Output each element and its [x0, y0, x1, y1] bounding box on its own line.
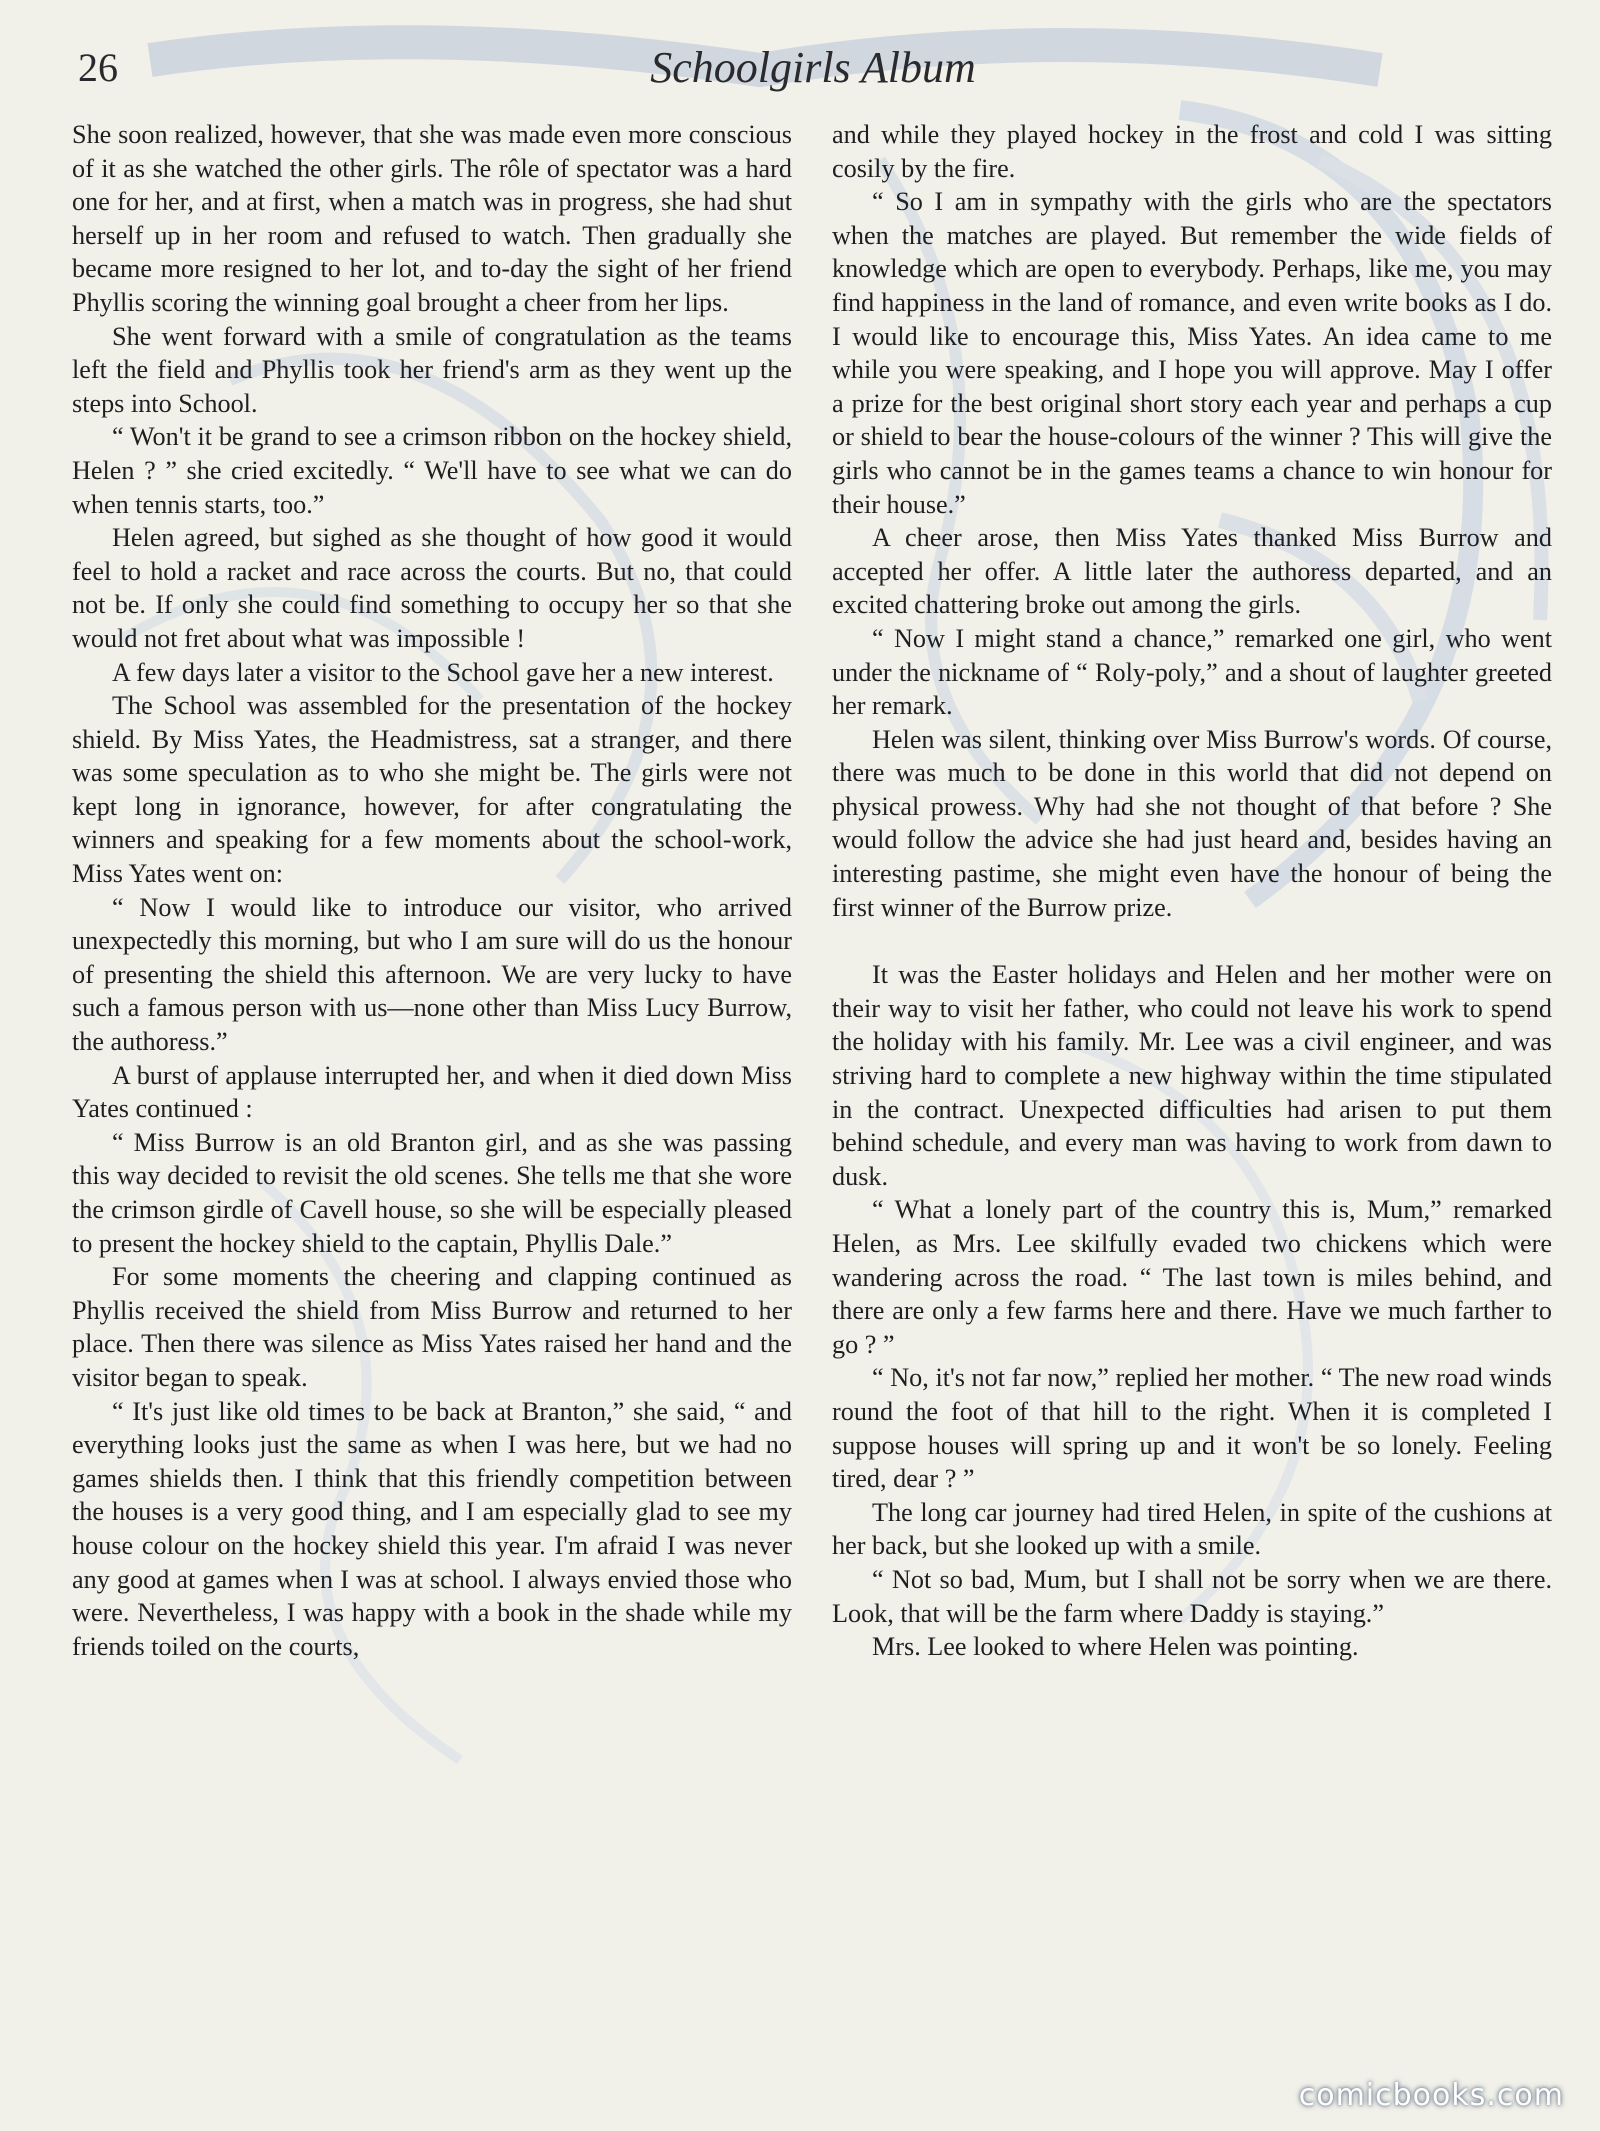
paragraph: “ Now I might stand a chance,” remarked one girl, who went under the nickname of “ Roly-poly,” and a shout of laughter greeted her remark.	[832, 623, 1552, 721]
page-number: 26	[78, 45, 118, 90]
paragraph: She went forward with a smile of congratulation as the teams left the field and Phyllis took her friend's arm as they went up the steps into School.	[72, 321, 792, 418]
paragraph: It was the Easter holidays and Helen and her mother were on their way to visit her father, who could not leave his work to spend the holiday with his family. Mr. Lee was a civil engineer, and was striving hard to complete a new highway within the time stipulated in the contract. Unexpected difficulties had arisen to put them behind schedule, and every man was having to work from dawn to dusk.	[832, 960, 1552, 1191]
paragraph: “ Won't it be grand to see a crimson ribbon on the hockey shield, Helen ? ” she cried excitedly. “ We'll have to see what we can do when tennis starts, too.”	[72, 422, 792, 519]
paragraph: and while they played hockey in the frost and cold I was sitting cosily by the fire.	[832, 120, 1552, 183]
paragraph: A burst of applause interrupted her, and when it died down Miss Yates continued :	[72, 1060, 792, 1124]
page-header	[78, 36, 1548, 106]
paragraph: A few days later a visitor to the School gave her a new interest.	[112, 657, 774, 687]
paragraph: The long car journey had tired Helen, in spite of the cushions at her back, but she looked up with a smile.	[832, 1497, 1552, 1561]
paragraph: “ Miss Burrow is an old Branton girl, and as she was passing this way decided to revisit the old scenes. She tells me that she wore the crimson girdle of Cavell house, so she will be especially pleased to present the hockey shield to the captain, Phyllis Dale.”	[72, 1127, 792, 1258]
paragraph: “ What a lonely part of the country this is, Mum,” remarked Helen, as Mrs. Lee skilfully evaded two chickens which were wandering across the road. “ The last town is miles behind, and there are only a few farms here and there. Have we much farther to go ? ”	[832, 1195, 1552, 1359]
paragraph: She soon realized, however, that she was made even more conscious of it as she watched the other girls. The rôle of spectator was a hard one for her, and at first, when a match was in progress, she had shut herself up in her room and refused to watch. Then gradually she became more resigned to her lot, and to-day the sight of her friend Phyllis scoring the winning goal brought a cheer from her lips.	[72, 120, 792, 317]
paragraph: Helen was silent, thinking over Miss Burrow's words. Of course, there was much to be done in this world that did not depend on physical prowess. Why had she not thought of that before ? She would follow the advice she had just heard and, besides having an interesting pastime, she might even have the honour of being the first winner of the Burrow prize.	[832, 724, 1552, 922]
paragraph: Mrs. Lee looked to where Helen was pointing.	[872, 1632, 1359, 1662]
paragraph: The School was assembled for the presentation of the hockey shield. By Miss Yates, the Headmistress, sat a stranger, and there was some speculation as to who she might be. The girls were not kept long in ignorance, however, for after congratulating the winners and speaking for a few moments about the school-work, Miss Yates went on:	[72, 691, 792, 889]
paragraph: “ It's just like old times to be back at Branton,” she said, “ and everything looks just the same as when I was here, but we had no games shields then. I think that this friendly competition between the houses is a very good thing, and I am especially glad to see my house colour on the hockey shield this year. I'm afraid I was never any good at games when I was at school. I always envied those who were. Nevertheless, I was happy with a book in the shade while my friends toiled on the courts,	[72, 1396, 792, 1661]
left-column	[72, 118, 792, 1663]
running-title: Schoolgirls Album	[650, 43, 976, 92]
paragraph: “ Not so bad, Mum, but I shall not be sorry when we are there. Look, that will be the farm where Daddy is staying.”	[832, 1564, 1552, 1628]
watermark: comicbooks.com	[1298, 2078, 1564, 2113]
paragraph: For some moments the cheering and clapping continued as Phyllis received the shield from Miss Burrow and returned to her place. Then there was silence as Miss Yates raised her hand and the visitor began to speak.	[72, 1262, 792, 1392]
paragraph: “ No, it's not far now,” replied her mother. “ The new road winds round the foot of that hill to the right. When it is completed I suppose houses will spring up and it won't be so lonely. Feeling tired, dear ? ”	[832, 1363, 1552, 1494]
right-column	[832, 118, 1552, 1664]
paragraph: “ Now I would like to introduce our visitor, who arrived unexpectedly this morning, but who I am sure will do us the honour of presenting the shield this afternoon. We are very lucky to have such a famous person with us—none other than Miss Lucy Burrow, the authoress.”	[72, 892, 792, 1057]
paragraph: Helen agreed, but sighed as she thought of how good it would feel to hold a racket and race across the courts. But no, that could not be. If only she could find something to occupy her so that she would not fret about what was impossible !	[72, 523, 792, 653]
paragraph: “ So I am in sympathy with the girls who are the spectators when the matches are played. But remember the wide fields of knowledge which are open to everybody. Perhaps, like me, you may find happiness in the land of romance, and even write books as I do. I would like to encourage this, Miss Yates. An idea came to me while you were speaking, and I hope you will approve. May I offer a prize for the best original short story each year and perhaps a cup or shield to bear the house-colours of the winner ? This will give the girls who cannot be in the games teams a chance to win honour for their house.”	[832, 187, 1552, 519]
paragraph: A cheer arose, then Miss Yates thanked Miss Burrow and accepted her offer. A little later the authoress departed, and an excited chattering broke out among the girls.	[832, 523, 1552, 620]
